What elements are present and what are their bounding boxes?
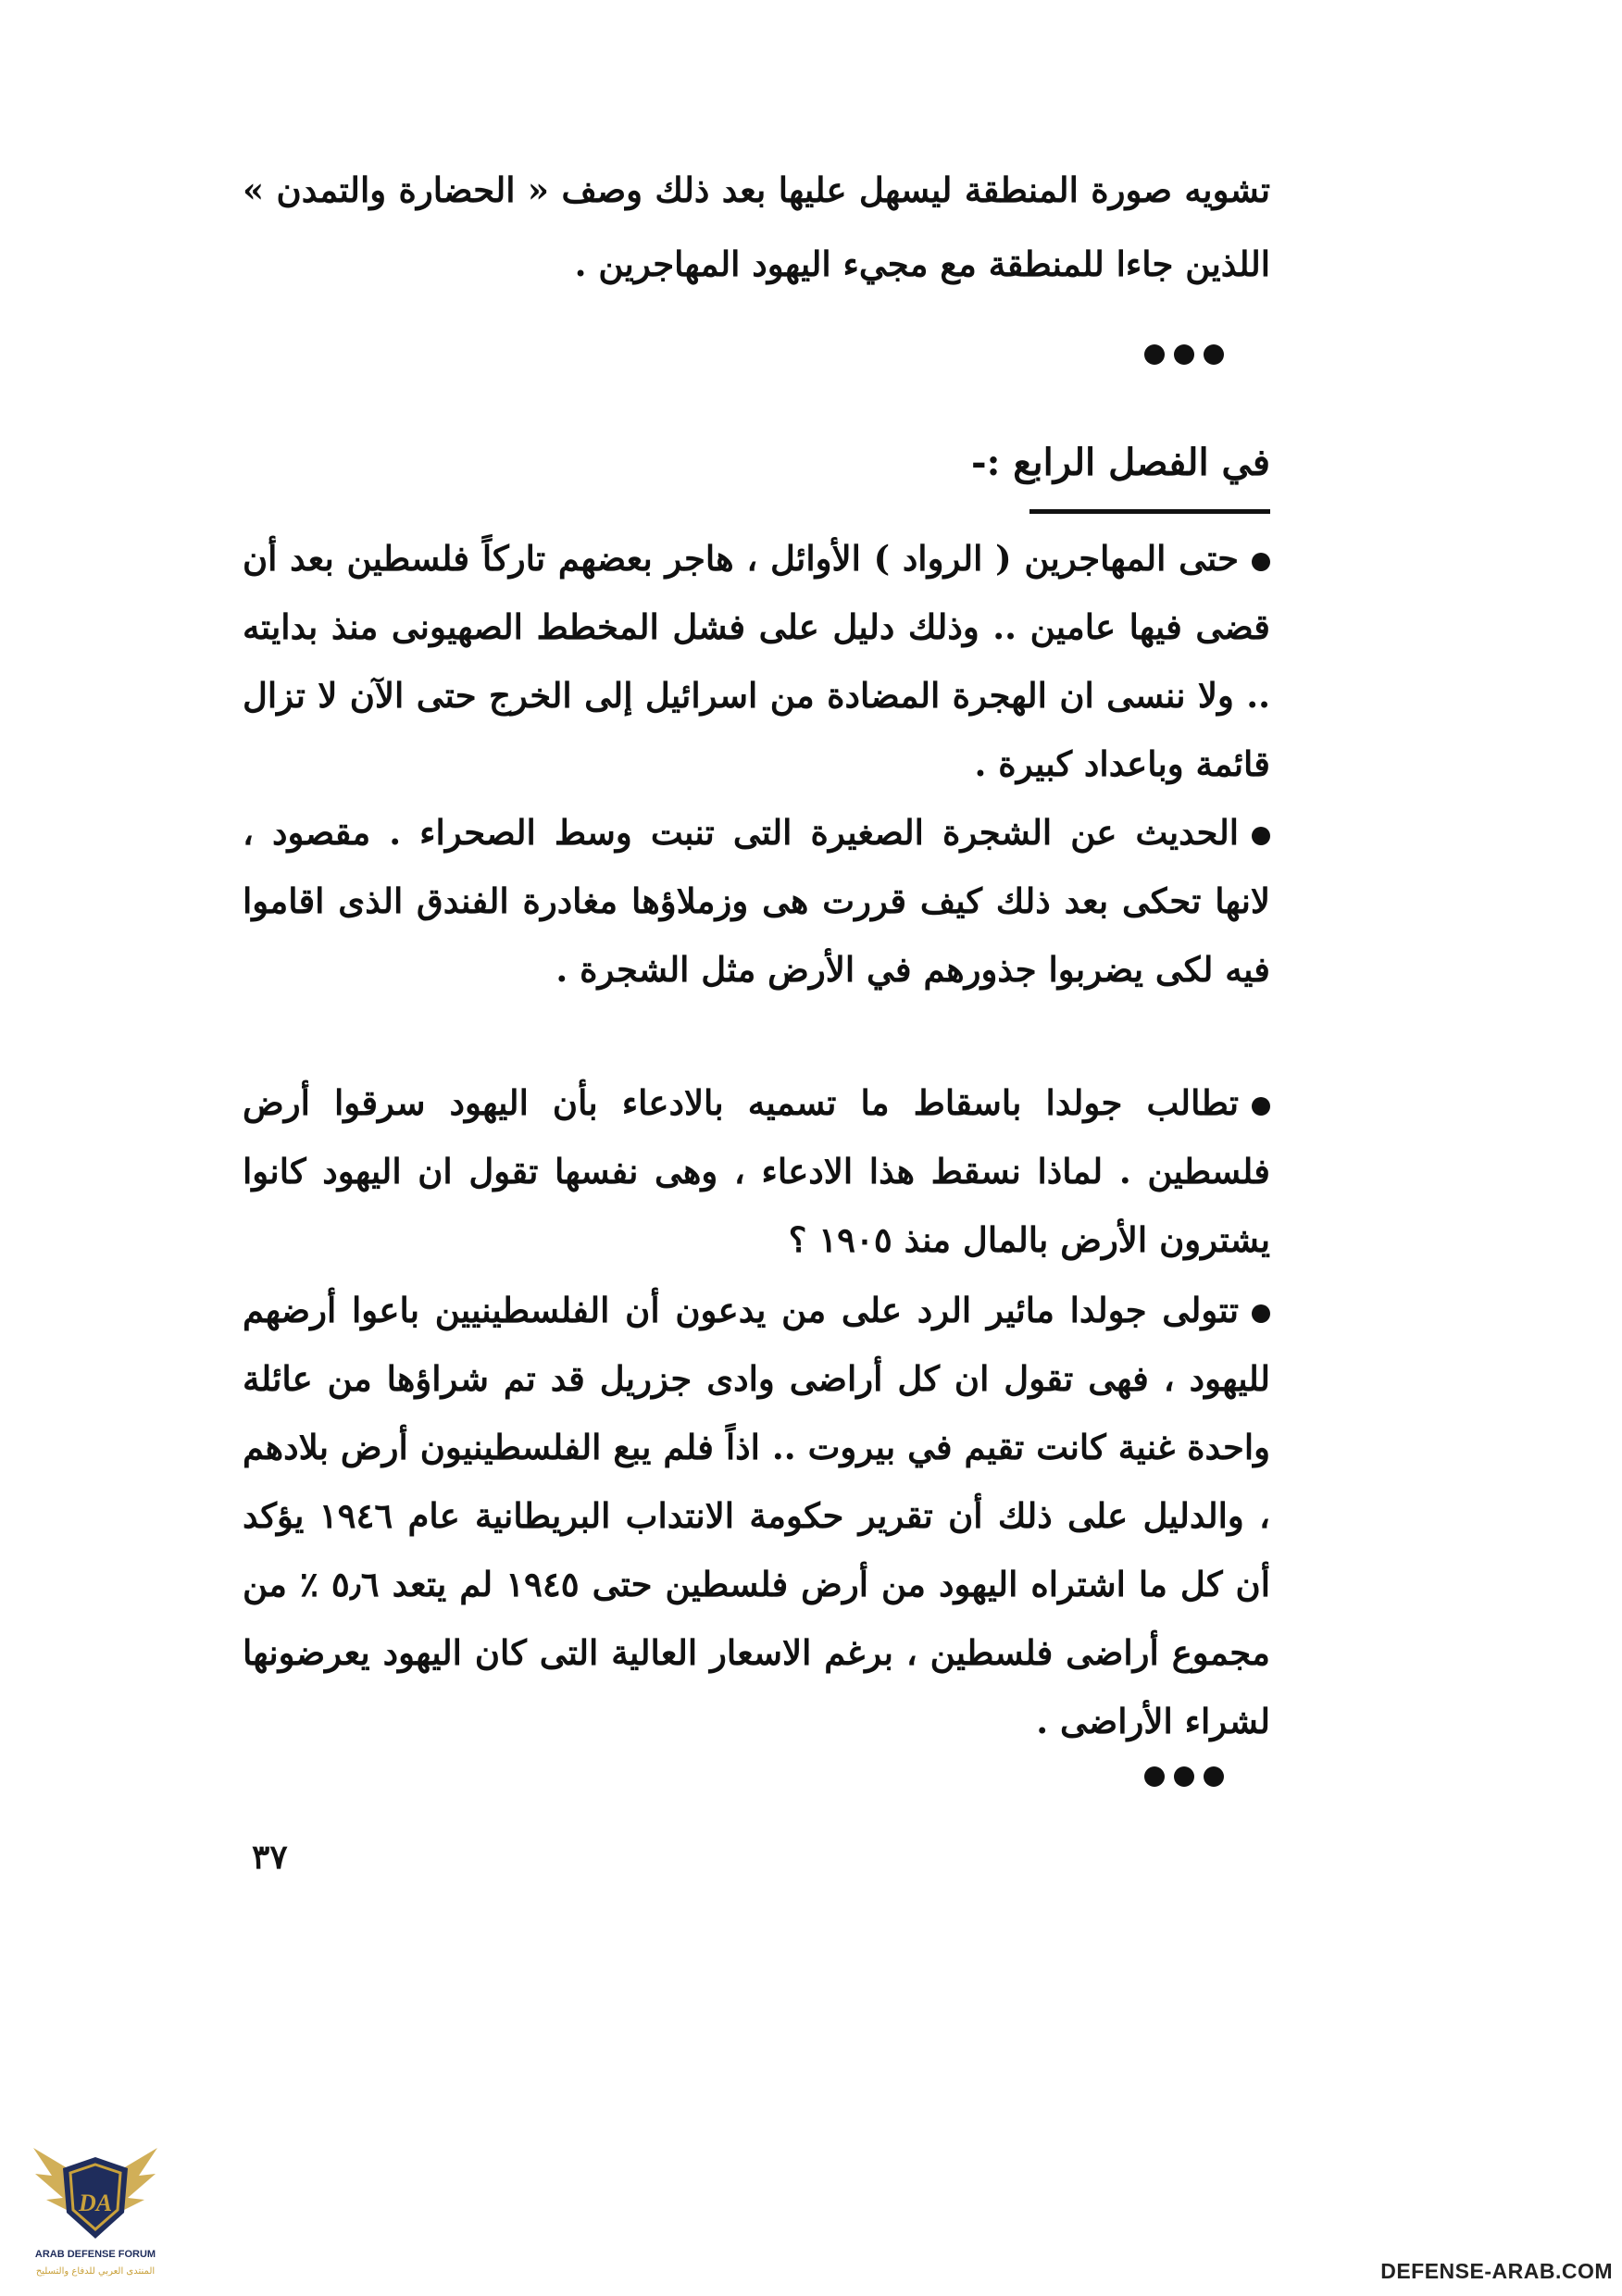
separator-dot: [1174, 344, 1194, 365]
forum-logo-icon: [26, 2120, 165, 2287]
separator-dot: [1204, 344, 1224, 365]
bullet-paragraph-4: [243, 1276, 1270, 1755]
heading-underline: [1029, 509, 1270, 514]
separator-dot: [1174, 1766, 1194, 1787]
page-number: ٣٧: [252, 1838, 288, 1877]
bullet-paragraph-3: [243, 1068, 1270, 1274]
separator-dot: [1204, 1766, 1224, 1787]
svg-text:DA: DA: [78, 2190, 113, 2216]
bullet-icon: [1252, 827, 1270, 845]
bullet-icon: [1252, 553, 1270, 571]
bullet-text: حتى المهاجرين ( الرواد ) الأوائل ، هاجر بعضهم تاركاً فلسطين بعد أن قضى فيها عامين .. وذلك دليل على فشل المخطط الصهيونى منذ بدايته .. ولا ننسى ان الهجرة المضادة من اسرائيل إلى الخرج حتى الآن لا تزال قائمة وباعداد كبيرة .: [243, 538, 1270, 784]
watermark-url: DEFENSE-ARAB.COM: [1380, 2259, 1613, 2283]
chapter-heading: في الفصل الرابع :-: [970, 441, 1270, 484]
bullet-text: تطالب جولدا باسقاط ما تسميه بالادعاء بأن اليهود سرقوا أرض فلسطين . لماذا نسقط هذا الادعاء ، وهى نفسها تقول ان اليهود كانوا يشترون الأرض بالمال منذ ١٩٠٥ ؟: [243, 1082, 1270, 1260]
bullet-icon: [1252, 1304, 1270, 1323]
section-separator-bottom: [1144, 1766, 1224, 1787]
svg-text:المنتدى العربي للدفاع والتسليح: المنتدى العربي للدفاع والتسليح: [35, 2266, 156, 2277]
bullet-text: تتولى جولدا مائير الرد على من يدعون أن الفلسطينيين باعوا أرضهم لليهود ، فهى تقول ان كل أراضى وادى جزريل قد تم شراؤها من عائلة واحدة غنية كانت تقيم في بيروت .. اذاً فلم يبع الفلسطينيون أرض بلادهم ، والدليل على ذلك أن تقرير حكومة الانتداب البريطانية عام ١٩٤٦ يؤكد أن كل ما اشتراه اليهود من أرض فلسطين حتى ١٩٤٥ لم يتعد ٥٫٦ ٪ من مجموع أراضى فلسطين ، برغم الاسعار العالية التى كان اليهود يعرضونها لشراء الأراضى .: [243, 1290, 1270, 1741]
separator-dot: [1144, 344, 1165, 365]
bullet-icon: [1252, 1097, 1270, 1116]
intro-paragraph: تشويه صورة المنطقة ليسهل عليها بعد ذلك وصف « الحضارة والتمدن » اللذين جاءا للمنطقة مع مجيء اليهود المهاجرين .: [243, 169, 1270, 284]
svg-text:ARAB DEFENSE FORUM: ARAB DEFENSE FORUM: [34, 2249, 156, 2260]
separator-dot: [1144, 1766, 1165, 1787]
bullet-text: الحديث عن الشجرة الصغيرة التى تنبت وسط الصحراء . مقصود ، لانها تحكى بعد ذلك كيف قررت هى وزملاؤها مغادرة الفندق الذى اقاموا فيه لكى يضربوا جذورهم في الأرض مثل الشجرة .: [243, 812, 1270, 990]
section-separator-top: [1144, 344, 1224, 365]
bullet-paragraph-1: [243, 524, 1270, 798]
bullet-paragraph-2: [243, 798, 1270, 1004]
